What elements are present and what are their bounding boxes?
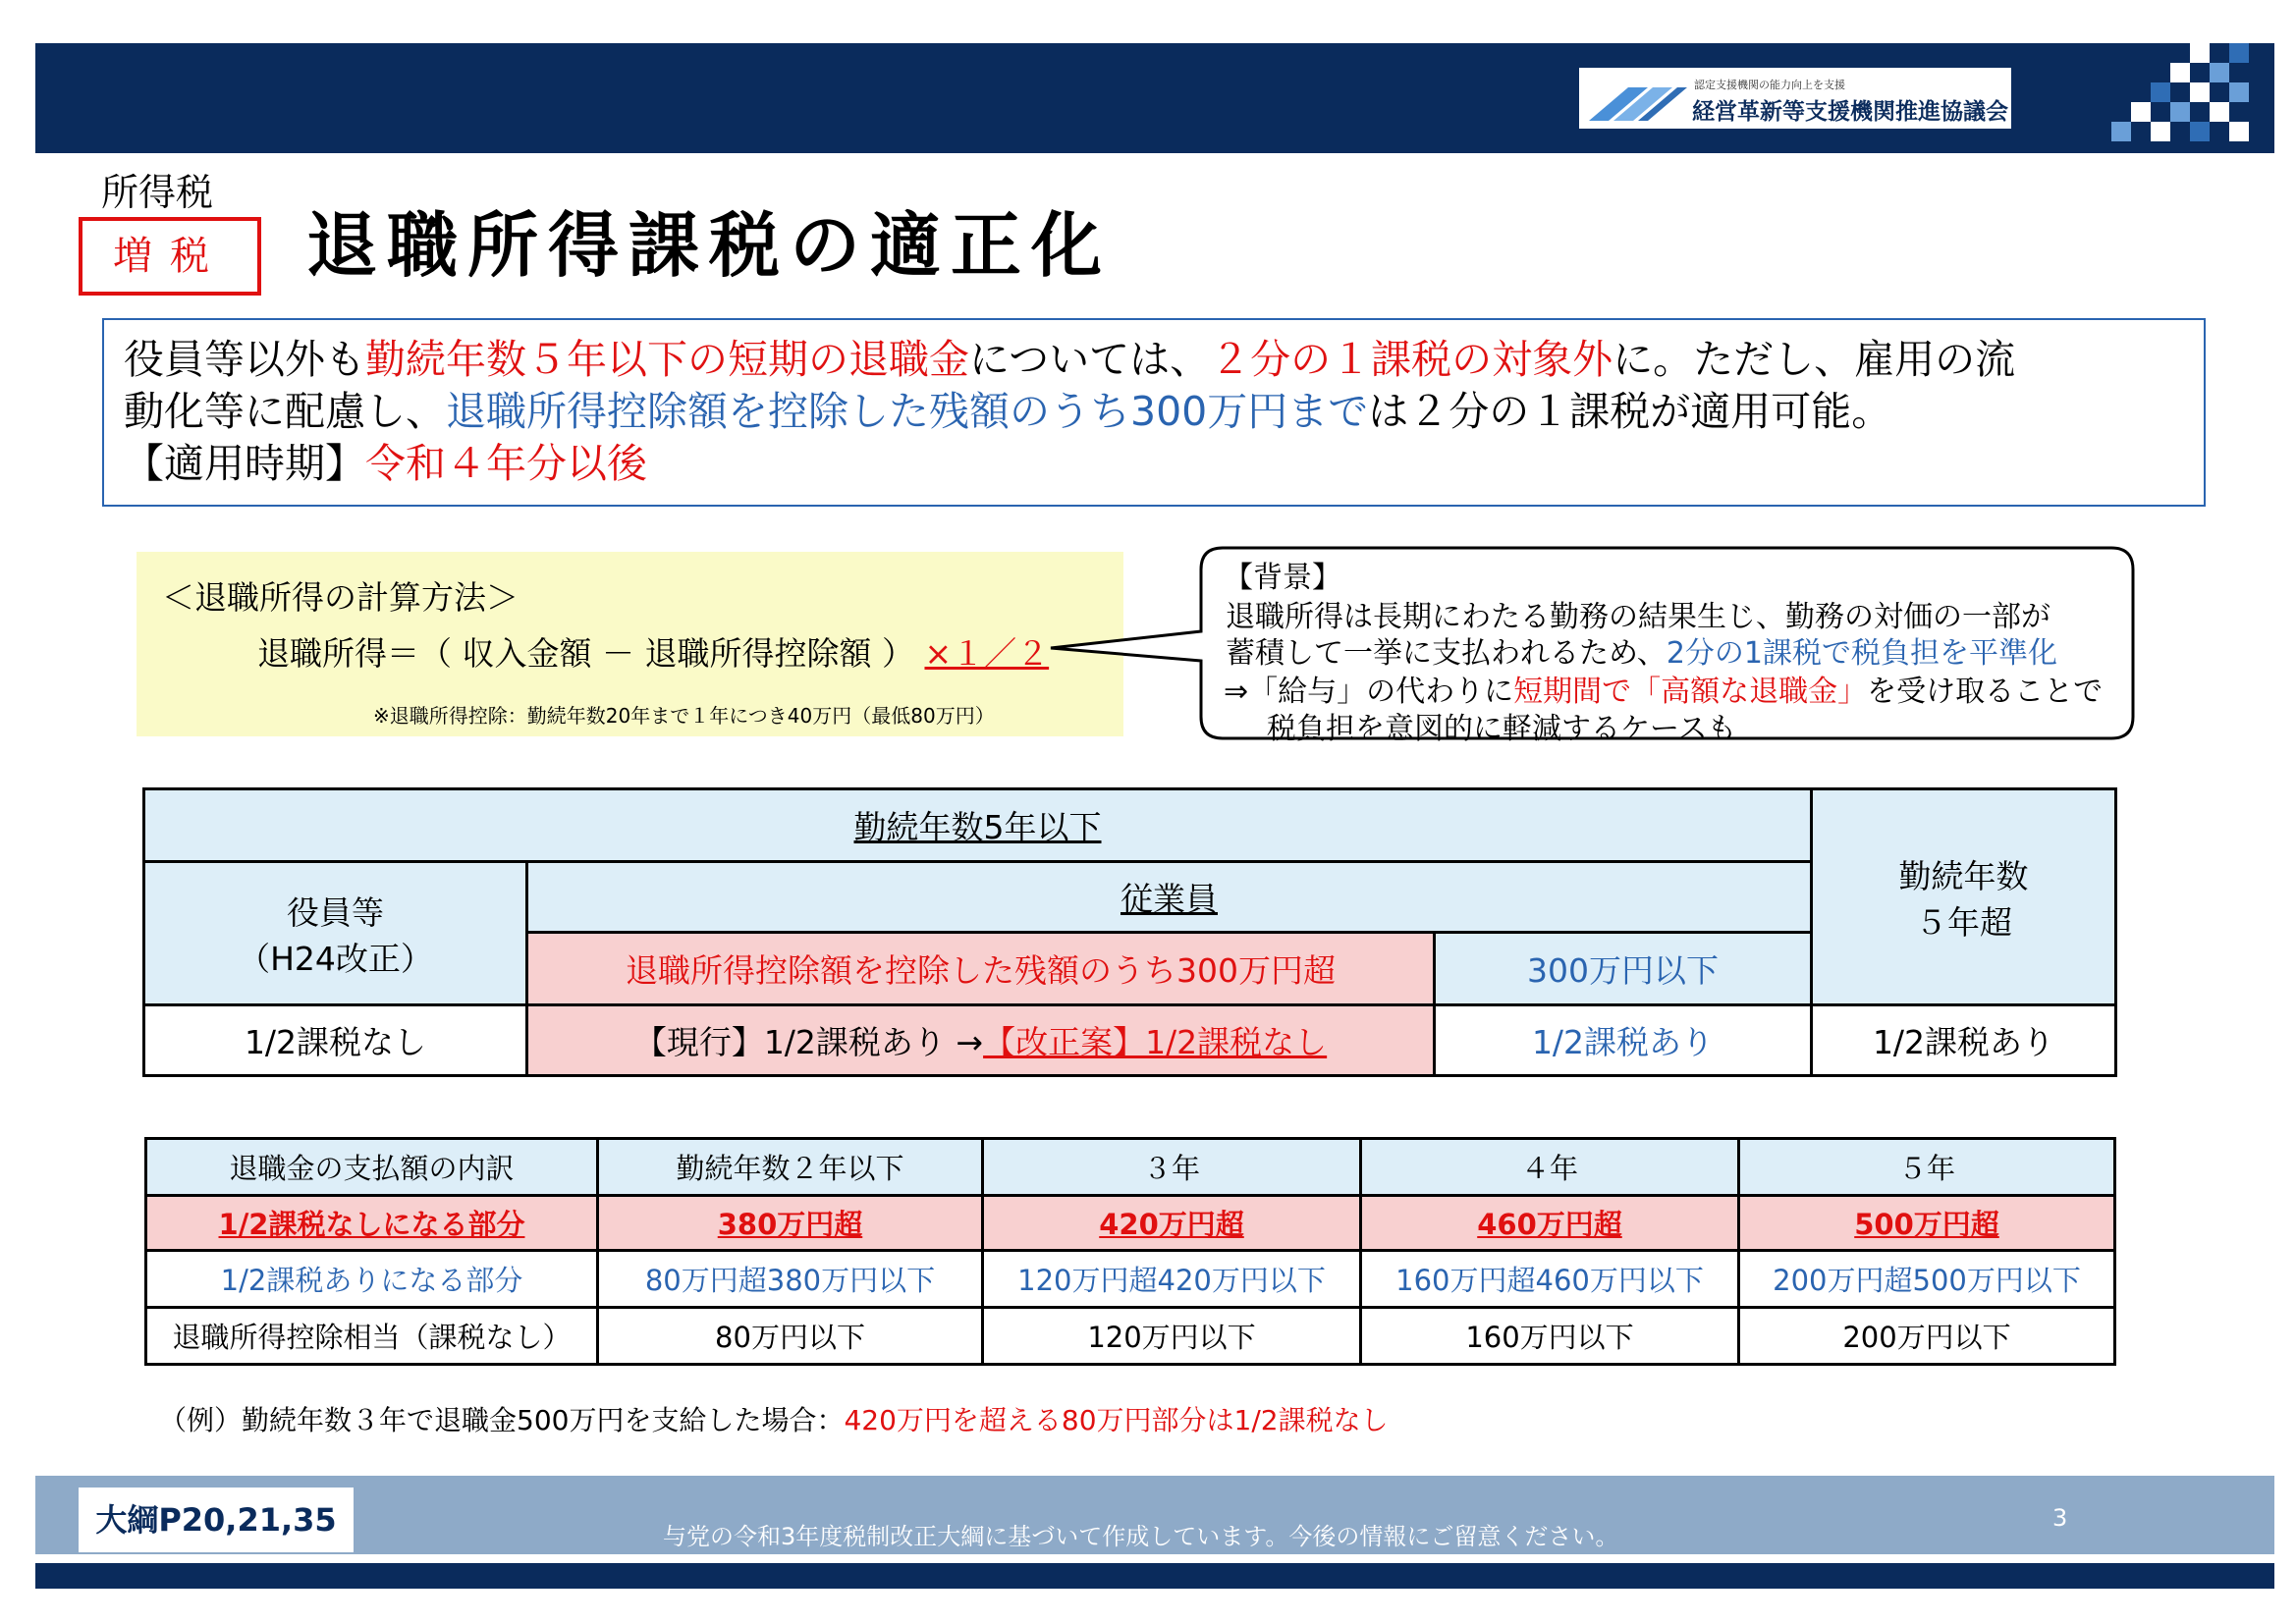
under-300-result: 1/2課税あり bbox=[1435, 1005, 1812, 1076]
logo-name: 経営革新等支援機関推進協議会 bbox=[1692, 99, 2008, 125]
footer-disclaimer: 与党の令和3年度税制改正大綱に基づいて作成しています。今後の情報にご留意ください。 bbox=[663, 1523, 1619, 1550]
tax-type-label: 所得税 bbox=[101, 171, 214, 214]
background-line-2: 蓄積して一挙に支払われるため、2分の1課税で税負担を平準化 bbox=[1226, 636, 2057, 671]
col-header: ４年 bbox=[1361, 1139, 1739, 1196]
table-cell: 120万円超420万円以下 bbox=[983, 1251, 1361, 1308]
under-300-header: 300万円以下 bbox=[1435, 933, 1812, 1005]
background-line-4: 税負担を意図的に軽減するケースも bbox=[1267, 712, 1737, 746]
table-cell: 160万円超460万円以下 bbox=[1361, 1251, 1739, 1308]
background-line-1: 退職所得は長期にわたる勤務の結果生じ、勤務の対価の一部が bbox=[1226, 600, 2050, 634]
table-cell: 80万円超380万円以下 bbox=[598, 1251, 983, 1308]
summary-line-2: 動化等に配慮し、退職所得控除額を控除した残額のうち300万円までは２分の１課税が適用可能。 bbox=[124, 388, 1892, 435]
checker-pattern bbox=[2043, 43, 2278, 153]
table-cell: 200万円超500万円以下 bbox=[1739, 1251, 2115, 1308]
table-cell: 退職所得控除相当（課税なし） bbox=[146, 1308, 598, 1365]
table-cell: 1/2課税なしになる部分 bbox=[146, 1196, 598, 1251]
page-title: 退職所得課税の適正化 bbox=[306, 204, 1113, 287]
table-cell: 420万円超 bbox=[983, 1196, 1361, 1251]
calc-heading: ＜退職所得の計算方法＞ bbox=[162, 578, 519, 617]
summary-line-1: 役員等以外も勤続年数５年以下の短期の退職金については、２分の１課税の対象外に。ただし、雇用の流 bbox=[124, 336, 2016, 383]
background-title: 【背景】 bbox=[1224, 561, 1341, 595]
over-300-result: 【現行】1/2課税あり →【改正案】1/2課税なし bbox=[527, 1005, 1435, 1076]
table-cell: 500万円超 bbox=[1739, 1196, 2115, 1251]
calc-note: ※退職所得控除：勤続年数20年まで１年につき40万円（最低80万円） bbox=[373, 704, 995, 728]
table-cell: 160万円以下 bbox=[1361, 1308, 1739, 1365]
tax-increase-badge: 増税 bbox=[79, 217, 261, 296]
logo-icon bbox=[1589, 78, 1687, 121]
tax-scope-table bbox=[142, 787, 2117, 1077]
calc-formula: 退職所得＝（ 収入金額 － 退職所得控除額 ） ×１／２ bbox=[257, 634, 1050, 673]
half-factor: ×１／２ bbox=[924, 634, 1050, 673]
table-cell: 380万円超 bbox=[598, 1196, 983, 1251]
table-cell: 80万円以下 bbox=[598, 1308, 983, 1365]
long-tenure-header: 勤続年数 ５年超 bbox=[1812, 789, 2116, 1005]
summary-box bbox=[102, 318, 2206, 507]
table-cell: 120万円以下 bbox=[983, 1308, 1361, 1365]
background-line-3: ⇒「給与」の代わりに短期間で「高額な退職金」を受け取ることで bbox=[1224, 675, 2104, 709]
breakdown-table bbox=[144, 1137, 2116, 1366]
long-tenure-result: 1/2課税あり bbox=[1812, 1005, 2116, 1076]
table-cell: 460万円超 bbox=[1361, 1196, 1739, 1251]
col-header: 勤続年数２年以下 bbox=[598, 1139, 983, 1196]
logo-tagline: 認定支援機関の能力向上を支援 bbox=[1694, 79, 1845, 91]
page-number: 3 bbox=[2052, 1504, 2068, 1532]
short-tenure-header: 勤続年数5年以下 bbox=[144, 789, 1812, 862]
employee-header: 従業員 bbox=[527, 862, 1812, 933]
officer-header: 役員等 （H24改正） bbox=[144, 862, 527, 1005]
footer-bar bbox=[35, 1563, 2274, 1589]
summary-line-3: 【適用時期】令和４年分以後 bbox=[124, 440, 647, 487]
officer-result: 1/2課税なし bbox=[144, 1005, 527, 1076]
table-cell: 1/2課税ありになる部分 bbox=[146, 1251, 598, 1308]
over-300-header: 退職所得控除額を控除した残額のうち300万円超 bbox=[527, 933, 1435, 1005]
col-header: ３年 bbox=[983, 1139, 1361, 1196]
col-header: ５年 bbox=[1739, 1139, 2115, 1196]
example-note: （例）勤続年数３年で退職金500万円を支給した場合：420万円を超える80万円部分は1/2課税なし bbox=[159, 1404, 1389, 1436]
outline-reference: 大綱P20,21,35 bbox=[79, 1488, 354, 1552]
table-cell: 200万円以下 bbox=[1739, 1308, 2115, 1365]
col-header: 退職金の支払額の内訳 bbox=[146, 1139, 598, 1196]
